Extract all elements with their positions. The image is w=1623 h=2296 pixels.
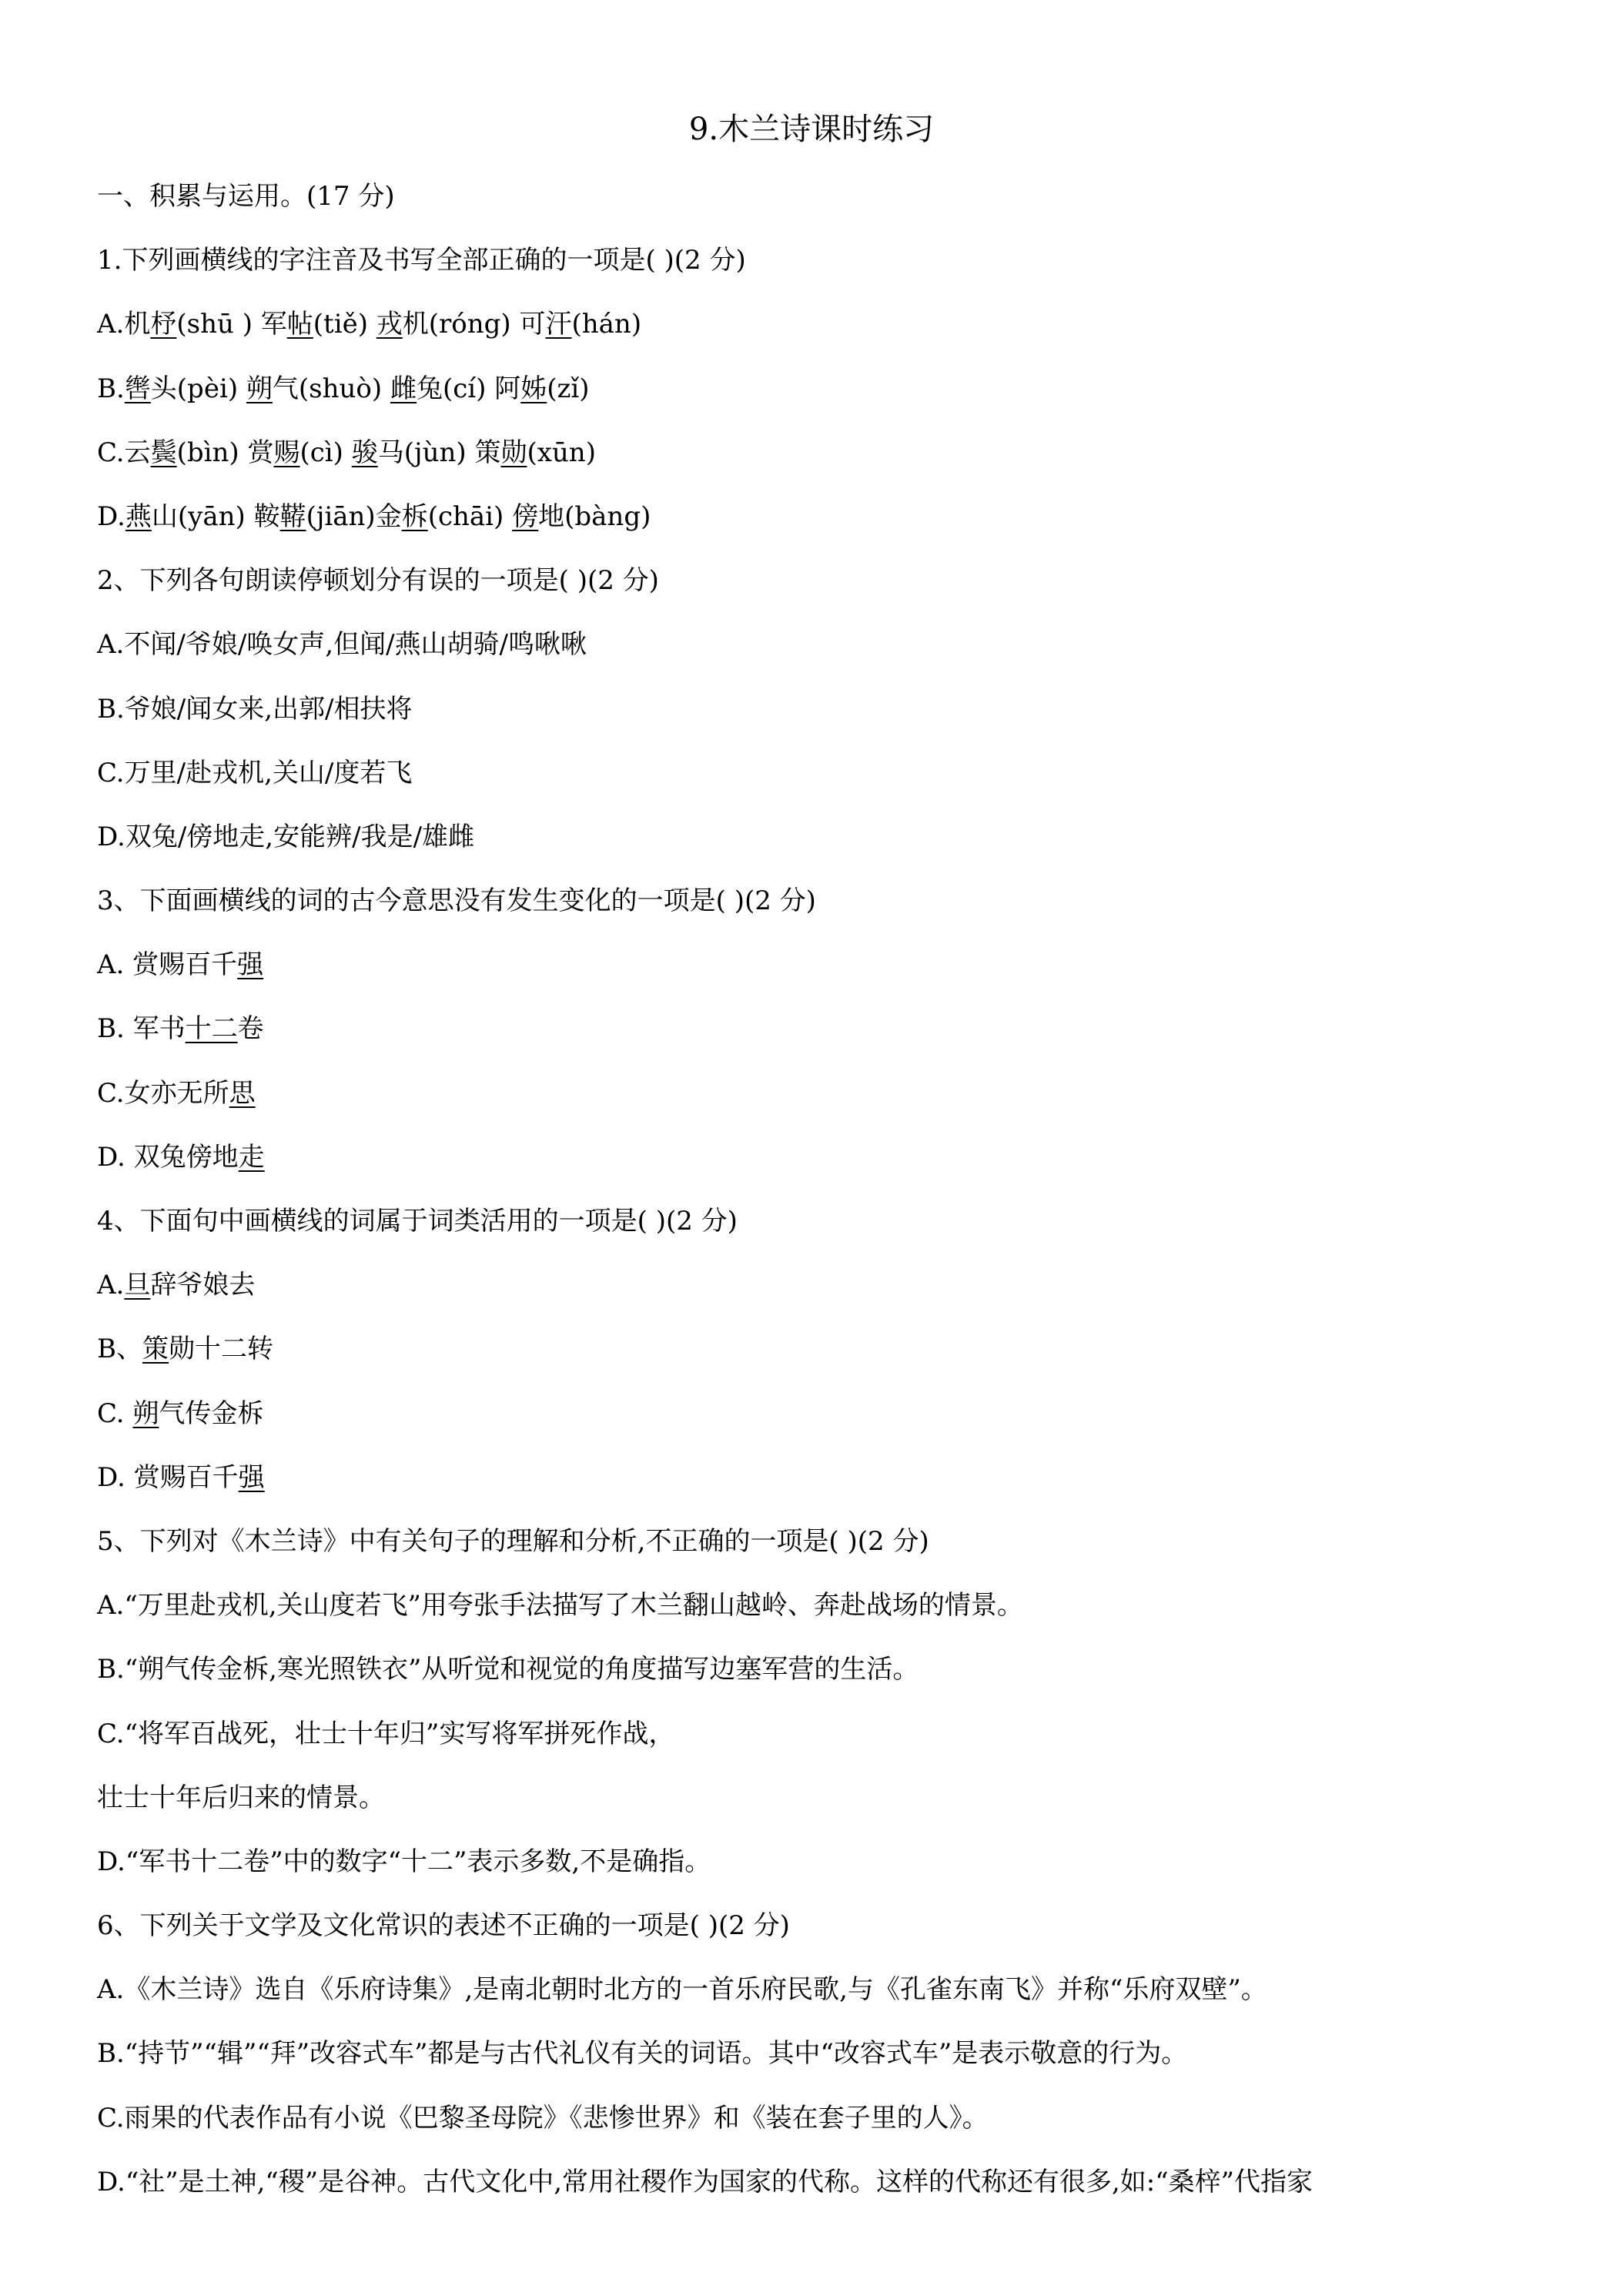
text-segment: B.“朔气传金柝,寒光照铁衣”从听觉和视觉的角度描写边塞军营的生活。: [97, 1654, 919, 1685]
underlined-text: 骏: [351, 437, 378, 468]
text-segment: (jiān)金: [306, 500, 402, 532]
text-segment: 气(shuò): [272, 373, 390, 404]
text-line: [97, 688, 1560, 752]
text-segment: 壮士十年后归来的情景。: [97, 1782, 385, 1813]
text-segment: 1.下列画横线的字注音及书写全部正确的一项是( )(2 分): [97, 245, 746, 276]
text-segment: 机(róng) 可: [402, 309, 546, 340]
text-segment: 辞爷娘去: [150, 1270, 256, 1301]
text-line: [97, 624, 1560, 688]
text-segment: (chāi): [427, 500, 513, 532]
text-segment: (zǐ): [547, 373, 590, 404]
text-segment: 勋十二转: [169, 1334, 273, 1365]
text-segment: (hán): [571, 309, 642, 340]
text-segment: 兔(cí) 阿: [416, 373, 521, 404]
text-line: [97, 1777, 1560, 1841]
text-line: [97, 1648, 1560, 1712]
underlined-text: 强: [238, 1461, 265, 1493]
underlined-text: 旦: [124, 1270, 151, 1301]
text-line: [97, 1969, 1560, 2033]
text-segment: 4、下面句中画横线的词属于词类活用的一项是( )(2 分): [97, 1206, 738, 1237]
underlined-text: 朔: [132, 1397, 159, 1429]
underlined-text: 燕: [125, 500, 152, 532]
underlined-text: 十二: [185, 1013, 238, 1045]
text-segment: B. 军书: [97, 1013, 186, 1045]
text-segment: A.机: [97, 309, 151, 340]
text-line: [97, 239, 1560, 303]
text-line: [97, 1073, 1560, 1136]
text-line: [97, 1457, 1560, 1521]
text-segment: 5、下列对《木兰诗》中有关句子的理解和分析,不正确的一项是( )(2 分): [97, 1525, 929, 1557]
text-line: [97, 816, 1560, 880]
underlined-text: 戎: [376, 309, 403, 340]
text-segment: 马(jùn) 策: [377, 437, 501, 468]
underlined-text: 雌: [390, 373, 417, 404]
text-segment: 气传金柝: [159, 1397, 264, 1429]
text-segment: 头(pèi): [150, 373, 246, 404]
text-segment: 山(yān) 鞍: [151, 500, 280, 532]
text-segment: (xūn): [527, 437, 596, 468]
underlined-text: 姊: [520, 373, 547, 404]
text-segment: A.“万里赴戎机,关山度若飞”用夸张手法描写了木兰翻山越岭、奔赴战场的情景。: [97, 1590, 1023, 1622]
text-segment: D.“军书十二卷”中的数字“十二”表示多数,不是确指。: [97, 1846, 711, 1877]
underlined-text: 思: [229, 1077, 256, 1109]
text-segment: C.女亦无所: [97, 1077, 229, 1109]
text-segment: (bìn) 赏: [176, 437, 274, 468]
underlined-text: 走: [238, 1141, 265, 1173]
text-line: [97, 303, 1560, 367]
text-line: [97, 2161, 1560, 2225]
underlined-text: 鬓: [150, 437, 177, 468]
underlined-text: 朔: [246, 373, 273, 404]
text-segment: C.雨果的代表作品有小说《巴黎圣母院》《悲惨世界》和《装在套子里的人》。: [97, 2102, 989, 2134]
underlined-text: 强: [237, 949, 264, 981]
text-line: [97, 1713, 1560, 1777]
text-line: [97, 1200, 1560, 1264]
text-segment: 卷: [237, 1013, 264, 1045]
text-segment: C.“将军百战死，壮士十年归”实写将军拼死作战，: [97, 1718, 675, 1749]
text-line: [97, 1841, 1560, 1905]
text-line: [97, 2097, 1560, 2161]
text-segment: D.双兔/傍地走,安能辨/我是/雄雌: [97, 821, 475, 852]
text-line: [97, 1905, 1560, 1969]
text-segment: B.: [97, 373, 125, 404]
text-line: [97, 752, 1560, 816]
text-segment: B.爷娘/闻女来,出郭/相扶将: [97, 693, 413, 725]
text-line: [97, 1521, 1560, 1585]
text-segment: D.: [97, 500, 125, 532]
question-list: [97, 176, 1560, 2225]
underlined-text: 鞯: [279, 500, 306, 532]
text-line: [97, 2033, 1560, 2097]
text-line: [97, 1136, 1560, 1200]
text-line: [97, 496, 1560, 560]
text-segment: (cì): [300, 437, 352, 468]
text-segment: 一、积累与运用。(17 分): [97, 181, 395, 212]
underlined-text: 勋: [500, 437, 527, 468]
text-segment: 2、下列各句朗读停顿划分有误的一项是( )(2 分): [97, 565, 659, 597]
text-line: [97, 432, 1560, 496]
text-line: [97, 176, 1560, 239]
text-line: [97, 1393, 1560, 1457]
text-segment: 3、下面画横线的词的古今意思没有发生变化的一项是( )(2 分): [97, 885, 816, 917]
underlined-text: 帖: [286, 309, 313, 340]
text-line: [97, 1264, 1560, 1328]
underlined-text: 赐: [273, 437, 300, 468]
underlined-text: 傍: [512, 500, 539, 532]
text-segment: 地(bàng): [538, 500, 651, 532]
text-segment: D. 赏赐百千: [97, 1461, 239, 1493]
text-segment: C.: [97, 1397, 133, 1429]
text-segment: A. 赏赐百千: [97, 949, 238, 981]
text-segment: C.万里/赴戎机,关山/度若飞: [97, 757, 413, 788]
text-line: [97, 1008, 1560, 1072]
text-segment: 6、下列关于文学及文化常识的表述不正确的一项是( )(2 分): [97, 1910, 790, 1942]
text-line: [97, 1328, 1560, 1392]
text-segment: B.“持节”“辑”“拜”改容式车”都是与古代礼仪有关的词语。其中“改容式车”是表示敬意的行为。: [97, 2038, 1188, 2070]
text-line: [97, 880, 1560, 944]
underlined-text: 汗: [545, 309, 572, 340]
text-line: [97, 560, 1560, 624]
text-segment: (shū ) 军: [176, 309, 287, 340]
text-segment: D.“社”是土神,“稷”是谷神。古代文化中,常用社稷作为国家的代称。这样的代称还有很多,如:“桑梓”代指家: [97, 2166, 1313, 2197]
text-segment: C.云: [97, 437, 151, 468]
page-title: 9.木兰诗课时练习: [688, 112, 935, 147]
text-line: [97, 1585, 1560, 1648]
underlined-text: 柝: [401, 500, 428, 532]
underlined-text: 策: [142, 1334, 169, 1365]
text-segment: D. 双兔傍地: [97, 1141, 239, 1173]
text-segment: (tiě): [313, 309, 376, 340]
text-segment: A.: [97, 1270, 125, 1301]
underlined-text: 辔: [124, 373, 151, 404]
text-segment: A.《木兰诗》选自《乐府诗集》,是南北朝时北方的一首乐府民歌,与《孔雀东南飞》并称“乐府双壁”。: [97, 1974, 1267, 2006]
text-segment: A.不闻/爷娘/唤女声,但闻/燕山胡骑/鸣啾啾: [97, 629, 587, 661]
text-segment: B、: [97, 1334, 142, 1365]
text-line: [97, 944, 1560, 1008]
underlined-text: 杼: [150, 309, 177, 340]
text-line: [97, 368, 1560, 432]
